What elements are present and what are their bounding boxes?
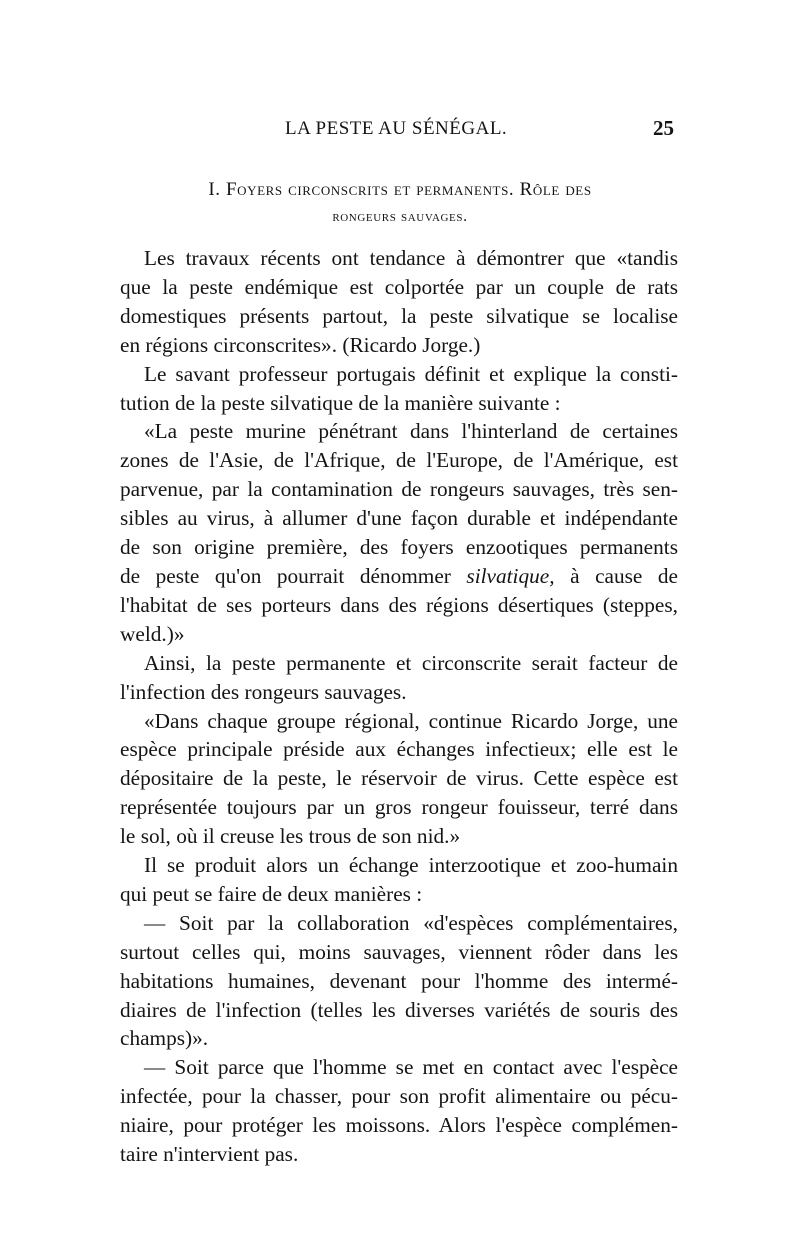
text-line: surtout celles qui, moins sauvages, viennent rôder dans les bbox=[120, 939, 678, 964]
text-line: le sol, où il creuse les trous de son nid.» bbox=[120, 824, 461, 849]
body-text bbox=[120, 244, 678, 1169]
text-line: weld.)» bbox=[120, 621, 185, 646]
text-line: niaire, pour protéger les moissons. Alors l'espèce complémen- bbox=[120, 1113, 678, 1138]
text-line: espèce principale préside aux échanges infectieux; elle est le bbox=[120, 737, 678, 762]
text-line: Le savant professeur portugais définit et explique la consti- bbox=[144, 361, 678, 386]
text-line: diaires de l'infection (telles les diverses variétés de souris des bbox=[120, 997, 678, 1022]
text-line: de son origine première, des foyers enzootiques permanents bbox=[120, 535, 678, 560]
text-line bbox=[120, 562, 678, 591]
text-line: domestiques présents partout, la peste silvatique se localise bbox=[120, 303, 678, 328]
text-line: — Soit par la collaboration «d'espèces complémentaires, bbox=[144, 910, 678, 935]
text-line: sibles au virus, à allumer d'une façon durable et indépendante bbox=[120, 506, 678, 531]
text-line: «La peste murine pénétrant dans l'hinterland de certaines bbox=[144, 419, 678, 444]
text-line: que la peste endémique est colportée par un couple de rats bbox=[120, 274, 678, 299]
text-line: zones de l'Asie, de l'Afrique, de l'Europe, de l'Amérique, est bbox=[120, 448, 678, 473]
section-heading-line-1: I. Foyers circonscrits et permanents. Rôle des bbox=[208, 179, 592, 200]
text-line: tution de la peste silvatique de la manière suivante : bbox=[120, 390, 561, 415]
text-line: dépositaire de la peste, le réservoir de virus. Cette espèce est bbox=[120, 766, 678, 791]
text-line: Ainsi, la peste permanente et circonscrite serait facteur de bbox=[144, 650, 678, 675]
text-line: champs)». bbox=[120, 1026, 209, 1051]
text-line: taire n'intervient pas. bbox=[120, 1142, 299, 1167]
page-number: 25 bbox=[653, 116, 674, 140]
running-title: LA PESTE AU SÉNÉGAL. bbox=[285, 118, 508, 139]
section-heading-line-2: rongeurs sauvages. bbox=[332, 208, 468, 225]
text-fragment: de peste qu'on pourrait dénommer bbox=[120, 563, 451, 588]
text-line: — Soit parce que l'homme se met en contact avec l'espèce bbox=[144, 1055, 678, 1080]
text-fragment: à cause de bbox=[570, 563, 678, 588]
text-line: représentée toujours par un gros rongeur fouisseur, terré dans bbox=[120, 795, 678, 820]
text-line: en régions circonscrites». (Ricardo Jorge.) bbox=[120, 332, 481, 357]
italic-word: silvatique, bbox=[466, 563, 555, 588]
text-line: Les travaux récents ont tendance à démontrer que «tandis bbox=[144, 246, 678, 270]
section-heading bbox=[120, 176, 680, 230]
text-line: qui peut se faire de deux manières : bbox=[120, 881, 423, 906]
text-line: infectée, pour la chasser, pour son profit alimentaire ou pécu- bbox=[120, 1084, 678, 1109]
text-line: habitations humaines, devenant pour l'homme des intermé- bbox=[120, 968, 678, 993]
text-line: l'habitat de ses porteurs dans des régions désertiques (steppes, bbox=[120, 592, 678, 617]
running-head bbox=[0, 118, 800, 148]
text-line: «Dans chaque groupe régional, continue Ricardo Jorge, une bbox=[144, 708, 678, 733]
text-line: l'infection des rongeurs sauvages. bbox=[120, 679, 407, 704]
text-line: parvenue, par la contamination de rongeurs sauvages, très sen- bbox=[120, 477, 678, 502]
text-line: Il se produit alors un échange interzootique et zoo-humain bbox=[144, 853, 678, 878]
